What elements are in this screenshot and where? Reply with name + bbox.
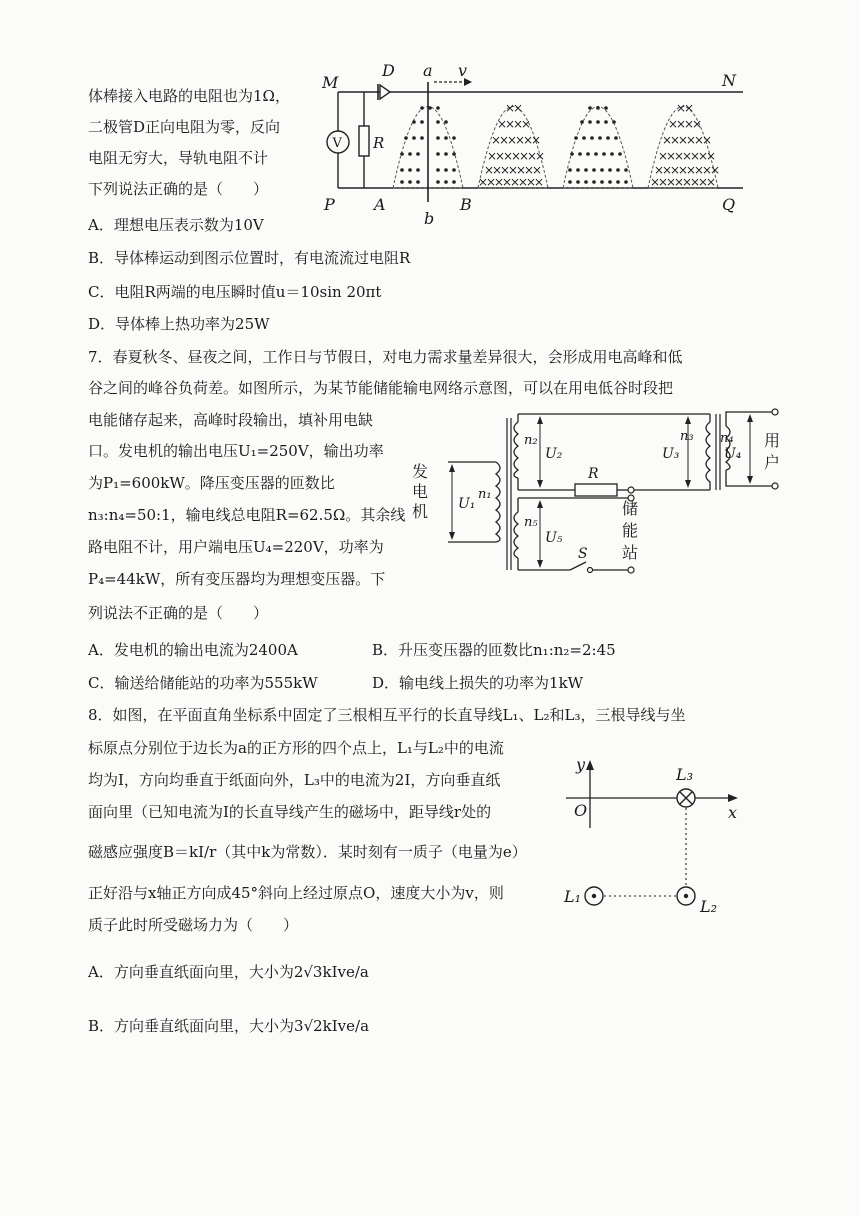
label-user: 用户 [764, 431, 781, 472]
svg-text:×: × [507, 133, 518, 147]
label-y: y [576, 755, 586, 774]
svg-text:×: × [527, 149, 538, 163]
svg-text:×: × [706, 175, 717, 189]
svg-text:×: × [682, 149, 693, 163]
svg-text:×: × [516, 163, 527, 177]
q6-option-a: A．理想电压表示数为10V [88, 216, 264, 234]
label-D: D [382, 61, 395, 80]
label-N: N [722, 71, 736, 90]
q6-option-c: C．电阻R两端的电压瞬时值u＝10sin 20πt [88, 283, 382, 301]
q6-stem-line-1: 体棒接入电路的电阻也为1Ω， [88, 87, 290, 105]
svg-text:×: × [518, 175, 529, 189]
svg-text:×: × [535, 149, 546, 163]
q7-stem-line-1: 7．春夏秋冬、昼夜之间，工作日与节假日，对电力需求量差异很大，会形成用电高峰和低 [88, 348, 683, 366]
svg-text:×: × [694, 133, 705, 147]
label-generator: 发电机 [412, 462, 429, 521]
svg-text:×: × [519, 149, 530, 163]
q7-stem-line-9: 列说法不正确的是（ ） [88, 604, 269, 622]
label-L2: L₂ [700, 897, 718, 916]
svg-text:×: × [670, 133, 681, 147]
label-U3: U₃ [662, 446, 680, 462]
q7-stem-line-7: 路电阻不计，用户端电压U₄=220V，功率为 [88, 538, 384, 556]
label-A: A [374, 195, 386, 214]
q7-stem-line-3: 电能储存起来，高峰时段输出，填补用电缺 [88, 411, 374, 429]
svg-text:×: × [670, 163, 681, 177]
svg-text:×: × [668, 117, 679, 131]
svg-text:×: × [692, 117, 703, 131]
svg-text:×: × [676, 117, 687, 131]
svg-text:×: × [690, 175, 701, 189]
label-M: M [322, 73, 339, 92]
q7-circuit-figure [410, 400, 790, 580]
svg-text:×: × [478, 175, 489, 189]
q7-stem-line-6: n₃:n₄=50:1，输电线总电阻R=62.5Ω。其余线 [88, 506, 406, 524]
svg-text:×: × [678, 163, 689, 177]
svg-text:×: × [658, 149, 669, 163]
svg-text:×: × [491, 133, 502, 147]
q8-stem-line-4: 面向里（已知电流为I的长直导线产生的磁场中，距导线r处的 [88, 803, 492, 821]
svg-text:×: × [698, 149, 709, 163]
svg-text:×: × [515, 133, 526, 147]
label-R: R [588, 466, 599, 482]
svg-text:×: × [654, 163, 665, 177]
svg-text:×: × [658, 175, 669, 189]
svg-text:×: × [492, 163, 503, 177]
svg-text:×: × [511, 149, 522, 163]
svg-text:×: × [497, 117, 508, 131]
q6-option-d: D．导体棒上热功率为25W [88, 315, 270, 333]
svg-text:×: × [508, 163, 519, 177]
svg-text:×: × [666, 149, 677, 163]
q6-stem-line-4: 下列说法正确的是（ ） [88, 180, 269, 198]
svg-text:×: × [686, 163, 697, 177]
svg-text:×: × [502, 175, 513, 189]
svg-text:×: × [495, 149, 506, 163]
label-storage-station: 储能站 [622, 499, 639, 562]
label-L3: L₃ [676, 765, 694, 784]
q7-option-d: D．输电线上损失的功率为1kW [372, 674, 584, 692]
label-U2: U₂ [545, 446, 563, 462]
label-n2: n₂ [524, 433, 538, 448]
q8-stem-line-7: 质子此时所受磁场力为（ ） [88, 916, 299, 934]
label-n5: n₅ [524, 515, 538, 530]
label-n3: n₃ [680, 429, 694, 444]
svg-text:×: × [662, 133, 673, 147]
q7-stem-line-4: 口。发电机的输出电压U₁=250V，输出功率 [88, 442, 384, 460]
q8-stem-line-5: 磁感应强度B＝kI/r（其中k为常数）．某时刻有一质子（电量为e） [88, 843, 527, 861]
svg-text:×: × [666, 175, 677, 189]
svg-text:×: × [484, 163, 495, 177]
svg-text:×: × [487, 149, 498, 163]
q8-coordinate-figure [560, 750, 760, 920]
svg-text:×: × [706, 149, 717, 163]
q7-stem-line-5: 为P₁=600kW。降压变压器的匝数比 [88, 474, 335, 492]
svg-text:×: × [505, 117, 516, 131]
svg-text:×: × [698, 175, 709, 189]
label-a: a [423, 61, 433, 80]
svg-text:×: × [684, 101, 695, 115]
svg-text:×: × [694, 163, 705, 177]
q7-option-a: A．发电机的输出电流为2400A [88, 641, 298, 659]
label-U4: U₄ [724, 446, 742, 462]
svg-text:×: × [710, 163, 721, 177]
svg-text:×: × [523, 133, 534, 147]
label-n4: n₄ [720, 431, 734, 446]
svg-text:×: × [674, 149, 685, 163]
svg-text:×: × [510, 175, 521, 189]
label-n1: n₁ [478, 487, 492, 502]
svg-text:×: × [513, 101, 524, 115]
q8-stem-line-2: 标原点分别位于边长为a的正方形的四个点上，L₁与L₂中的电流 [88, 739, 504, 757]
label-x: x [728, 803, 738, 822]
label-U5: U₅ [545, 530, 563, 546]
svg-text:×: × [494, 175, 505, 189]
label-v: v [458, 61, 468, 80]
svg-text:×: × [532, 163, 543, 177]
q7-stem-line-8: P₄=44kW，所有变压器均为理想变压器。下 [88, 570, 386, 588]
q6-stem-line-2: 二极管D正向电阻为零，反向 [88, 118, 281, 136]
voltmeter-label: V [332, 136, 342, 151]
svg-text:×: × [686, 133, 697, 147]
resistor-R-label: R [373, 134, 385, 152]
label-U1: U₁ [458, 496, 476, 512]
label-S: S [578, 546, 588, 562]
svg-text:×: × [534, 175, 545, 189]
q8-stem-line-1: 8．如图，在平面直角坐标系中固定了三根相互平行的长直导线L₁、L₂和L₃，三根导线与坐 [88, 706, 686, 724]
svg-text:×: × [500, 163, 511, 177]
svg-text:×: × [662, 163, 673, 177]
q8-stem-line-3: 均为I，方向均垂直于纸面向外，L₃中的电流为2I，方向垂直纸 [88, 771, 501, 789]
svg-text:×: × [505, 101, 516, 115]
label-origin-O: O [574, 801, 588, 820]
q8-stem-line-6: 正好沿与x轴正方向成45°斜向上经过原点O，速度大小为v，则 [88, 884, 504, 902]
label-b: b [424, 209, 435, 228]
svg-text:×: × [531, 133, 542, 147]
q6-rail-figure [318, 60, 752, 230]
q7-stem-line-2: 谷之间的峰谷负荷差。如图所示，为某节能储能输电网络示意图，可以在用电低谷时段把 [88, 379, 674, 397]
q6-stem-line-3: 电阻无穷大，导轨电阻不计 [88, 149, 269, 167]
label-P: P [324, 195, 335, 214]
label-Q: Q [722, 195, 736, 214]
q7-option-c: C．输送给储能站的功率为555kW [88, 674, 318, 692]
svg-text:×: × [521, 117, 532, 131]
svg-text:×: × [702, 133, 713, 147]
svg-text:×: × [513, 117, 524, 131]
svg-text:×: × [690, 149, 701, 163]
svg-text:×: × [499, 133, 510, 147]
q8-option-a: A．方向垂直纸面向里，大小为2√3kIve/a [88, 963, 369, 981]
svg-text:×: × [674, 175, 685, 189]
svg-text:×: × [650, 175, 661, 189]
q7-option-b: B．升压变压器的匝数比n₁:n₂=2:45 [372, 641, 616, 659]
svg-text:×: × [503, 149, 514, 163]
svg-text:×: × [676, 101, 687, 115]
svg-text:×: × [526, 175, 537, 189]
svg-text:×: × [486, 175, 497, 189]
label-B: B [460, 195, 472, 214]
label-L1: L₁ [564, 887, 582, 906]
q8-option-b: B．方向垂直纸面向里，大小为3√2kIve/a [88, 1017, 370, 1035]
svg-text:×: × [684, 117, 695, 131]
svg-text:×: × [682, 175, 693, 189]
q6-option-b: B．导体棒运动到图示位置时，有电流流过电阻R [88, 249, 411, 267]
svg-text:×: × [702, 163, 713, 177]
svg-text:×: × [524, 163, 535, 177]
svg-text:×: × [678, 133, 689, 147]
